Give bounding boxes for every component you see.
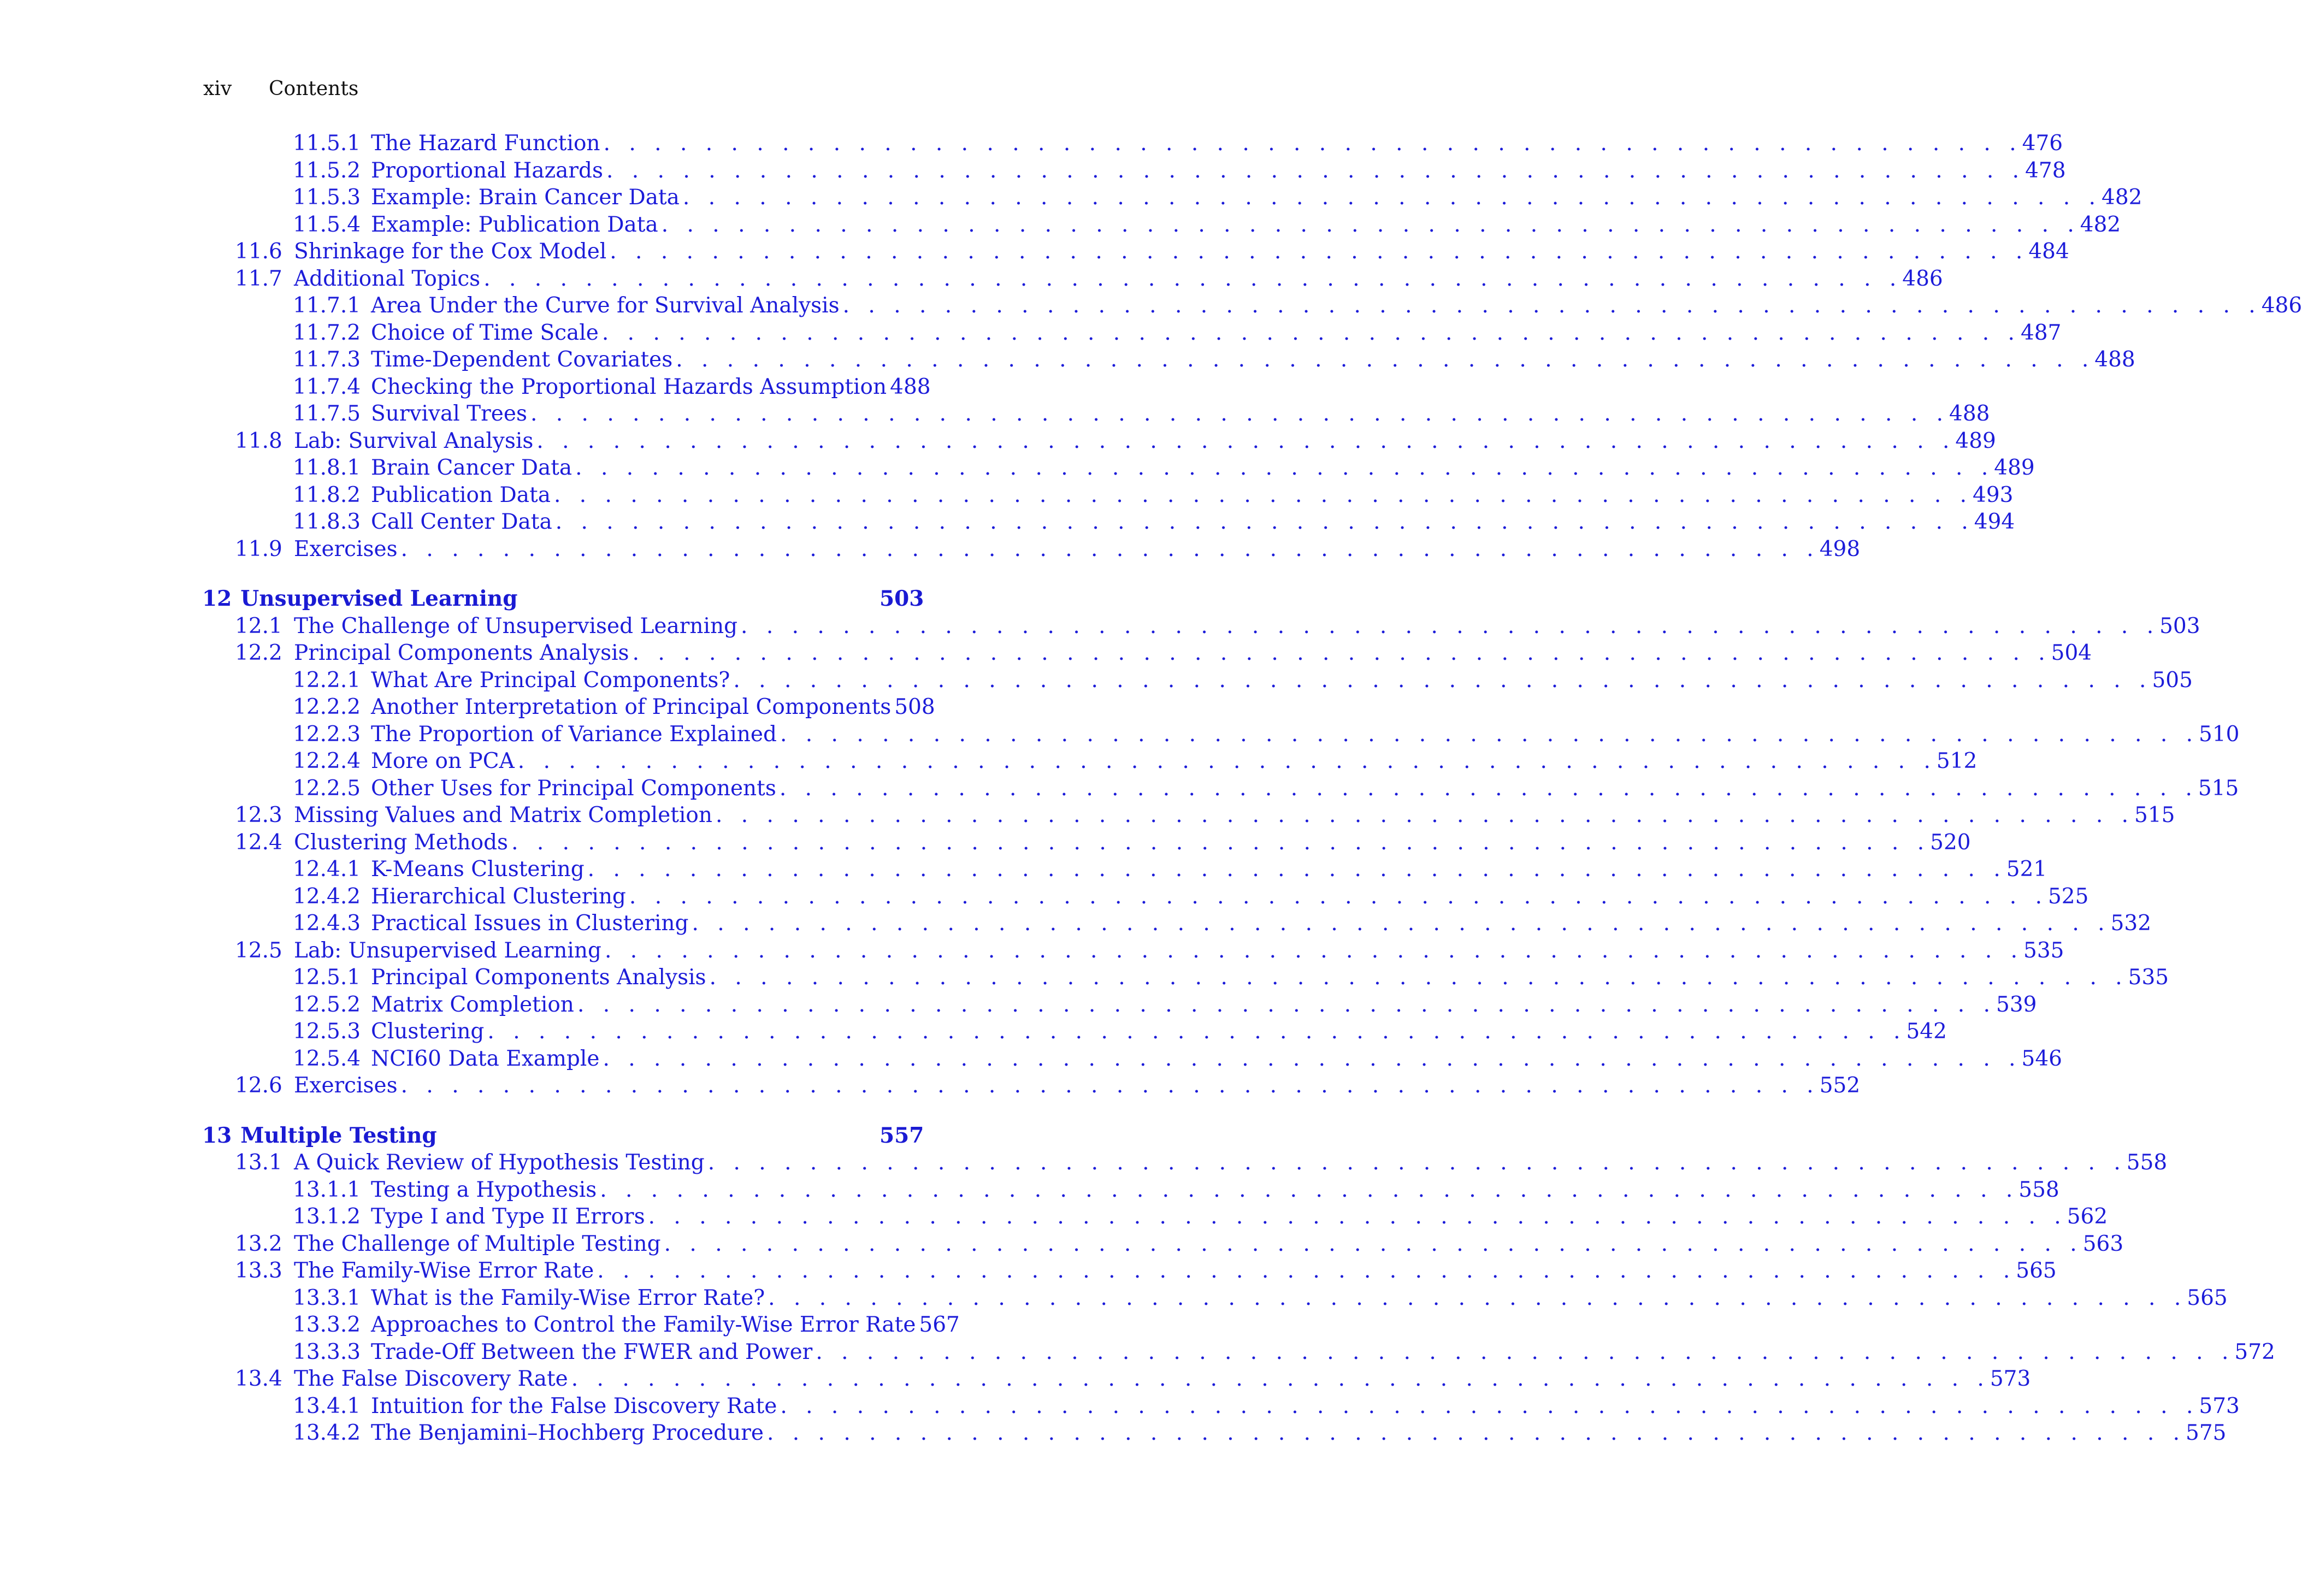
entry-page-number[interactable]: 572 [2234,1339,2275,1364]
dot-leader: . . . . . . . . . . . . . . . . . . . . . . . . . . . . . . . . . . . . . . . . . . . . . . . . . . . . . . . . [400,1073,1820,1098]
entry-page-number[interactable]: 539 [1996,992,2037,1017]
entry-number: 12.4 [235,830,282,855]
dot-leader: . . . . . . . . . . . . . . . . . . . . . . . . . . . . . . . . . . . . . . . . . . . . . . . . . . . . . . . . [661,212,2080,237]
toc-entry-subsection[interactable] [202,374,931,401]
entry-page-number[interactable]: 557 [880,1122,924,1148]
toc-entry-section[interactable] [202,428,1996,455]
entry-title[interactable]: Multiple Testing [240,1122,437,1148]
table-of-contents [202,130,2302,1447]
entry-number: 12.2.3 [293,722,361,747]
entry-page-number[interactable]: 565 [2187,1285,2228,1310]
entry-number: 12.5.2 [293,992,361,1017]
toc-entry-subsection[interactable] [202,211,2121,239]
entry-title[interactable]: The Challenge of Multiple Testing [294,1231,661,1256]
entry-page-number[interactable]: 487 [2020,320,2062,345]
toc-entry-subsection[interactable] [202,1420,2227,1447]
entry-title[interactable]: More on PCA [371,749,515,773]
entry-number: 12 [202,586,232,611]
dot-leader: . . . . . . . . . . . . . . . . . . . . . . . . . . . . . . . . . . . . . . . . . . . . . . . . . . . . . . . . [682,185,2102,210]
toc-entry-section[interactable] [202,640,2092,667]
entry-number: 13.2 [235,1231,282,1256]
entry-title[interactable]: Brain Cancer Data [371,456,572,480]
entry-page-number[interactable]: 489 [1955,428,1996,453]
entry-page-number[interactable]: 484 [2028,239,2069,264]
entry-page-number[interactable]: 489 [1994,456,2035,480]
dot-leader: . . . . . . . . . . . . . . . . . . . . . . . . . . . . . . . . . . . . . . . . . . . . . . . . . . . . . . . . [676,347,2095,372]
dot-leader: . . . . . . . . . . . . . . . . . . . . . . . . . . . . . . . . . . . . . . . . . . . . . . . . . . . . . . . . [610,239,2029,264]
dot-leader: . . . . . . . . . . . . . . . . . . . . . . . . . . . . . . . . . . . . . . . . . . . . . . . . . . . . . . . . [604,938,2024,963]
entry-title[interactable]: Clustering Methods [294,830,509,855]
entry-page-number[interactable]: 546 [2021,1046,2062,1071]
entry-page-number[interactable]: 558 [2018,1177,2059,1202]
entry-number: 11.5.2 [293,158,361,183]
dot-leader: . . . . . . . . . . . . . . . . . . . . . . . . . . . . . . . . . . . . . . . . . . . . . . . . . . . . . . . . [709,965,2128,990]
entry-page-number[interactable]: 482 [2102,185,2142,210]
toc-entry-subsection[interactable] [202,910,2152,937]
dot-leader: . . . . . . . . . . . . . . . . . . . . . . . . . . . . . . . . . . . . . . . . . . . . . . . . . . . . . . . . [664,1231,2083,1256]
entry-number: 12.2 [235,641,282,665]
entry-page-number[interactable]: 563 [2082,1231,2124,1256]
entry-title[interactable]: Call Center Data [371,510,552,534]
entry-page-number[interactable]: 521 [2006,857,2047,882]
entry-title[interactable]: Intuition for the False Discovery Rate [371,1393,777,1418]
dot-leader: . . . . . . . . . . . . . . . . . . . . . . . . . . . . . . . . . . . . . . . . . . . . . . . . . . . . . . . . [780,722,2199,747]
toc-entry-subsection[interactable] [202,694,935,721]
entry-number: 12.5 [235,938,282,963]
entry-title[interactable]: The Benjamini–Hochberg Procedure [371,1421,764,1445]
dot-leader: . . . . . . . . . . . . . . . . . . . . . . . . . . . . . . . . . . . . . . . . . . . . . . . . . . . . . . . . [779,776,2198,801]
entry-page-number[interactable]: 503 [880,586,924,611]
entry-page-number[interactable]: 562 [2067,1204,2108,1229]
toc-entry-section[interactable] [202,1231,2124,1258]
toc-entry-subsection[interactable] [202,883,2089,911]
toc-entry-subsection[interactable] [202,1285,2228,1312]
entry-number: 13.3.1 [293,1285,361,1310]
entry-page-number[interactable]: 508 [894,695,935,719]
toc-entry-subsection[interactable] [202,509,2015,536]
entry-page-number[interactable]: 552 [1819,1073,1861,1098]
entry-page-number[interactable]: 573 [2199,1393,2240,1418]
entry-number: 11.9 [235,536,282,561]
entry-number: 12.2.1 [293,667,361,693]
entry-title[interactable]: Example: Publication Data [371,212,658,237]
entry-number: 11.8.1 [293,456,361,480]
entry-title[interactable]: Unsupervised Learning [240,586,518,611]
entry-page-number[interactable]: 486 [2261,293,2302,318]
entry-number: 13.1.2 [293,1204,361,1229]
dot-leader: . . . . . . . . . . . . . . . . . . . . . . . . . . . . . . . . . . . . . . . . . . . . . . . . . . . . . . . . [629,884,2048,909]
toc-entry-subsection[interactable] [202,748,1978,775]
toc-entry-subsection[interactable] [202,400,1990,428]
entry-title[interactable]: What is the Family-Wise Error Rate? [371,1285,765,1310]
dot-leader: . . . . . . . . . . . . . . . . . . . . . . . . . . . . . . . . . . . . . . . . . . . . . . . . . . . . . . . . [606,158,2026,183]
dot-leader: . . . . . . . . . . . . . . . . . . . . . . . . . . . . . . . . . . . . . . . . . . . . . . . . . . . . . . . . [577,992,1997,1017]
entry-title[interactable]: Practical Issues in Clustering [371,911,689,936]
entry-title[interactable]: Choice of Time Scale [371,320,599,345]
entry-number: 11.5.4 [293,212,361,237]
entry-page-number[interactable]: 520 [1930,830,1971,855]
entry-page-number[interactable]: 486 [1902,266,1943,291]
entry-page-number[interactable]: 567 [919,1313,960,1337]
entry-number: 13.3.2 [293,1313,361,1337]
entry-title[interactable]: Publication Data [371,482,551,507]
entry-title[interactable]: Principal Components Analysis [294,641,629,665]
entry-number: 11.7 [235,266,282,291]
entry-title[interactable]: Additional Topics [294,266,481,291]
dot-leader: . . . . . . . . . . . . . . . . . . . . . . . . . . . . . . . . . . . . . . . . . . . . . . . . . . . . . . . . [715,803,2135,827]
entry-title[interactable]: The Family-Wise Error Rate [294,1258,594,1283]
dot-leader: . . . . . . . . . . . . . . . . . . . . . . . . . . . . . . . . . . . . . . . . . . . . . . . . . . . . . . . . [575,456,1994,480]
dot-leader: . . . . . . . . . . . . . . . . . . . . . . . . . . . . . . . . . . . . . . . . . . . . . . . . . . . . . . . . [648,1204,2067,1229]
entry-number: 12.2.2 [293,695,361,719]
entry-number: 13.4.1 [293,1393,361,1418]
entry-title[interactable]: Type I and Type II Errors [371,1204,645,1229]
toc-entry-subsection[interactable] [202,721,2240,748]
entry-number: 11.5.1 [293,131,361,156]
entry-number: 11.7.1 [293,293,361,318]
entry-number: 13 [202,1122,232,1148]
entry-number: 12.3 [235,803,282,827]
entry-title[interactable]: Checking the Proportional Hazards Assumption [371,374,887,399]
entry-title[interactable]: NCI60 Data Example [371,1046,600,1071]
toc-entry-subsection[interactable] [202,775,2239,802]
entry-title[interactable]: Approaches to Control the Family-Wise Error Rate [371,1313,916,1337]
dot-leader: . . . . . . . . . . . . . . . . . . . . . . . . . . . . . . . . . . . . . . . . . . . . . . . . . . . . . . . . [553,482,1973,507]
entry-page-number[interactable]: 503 [2159,613,2200,639]
entry-title[interactable]: A Quick Review of Hypothesis Testing [294,1150,705,1175]
toc-entry-subsection[interactable] [202,1339,2275,1366]
running-header [203,77,358,101]
dot-leader: . . . . . . . . . . . . . . . . . . . . . . . . . . . . . . . . . . . . . . . . . . . . . . . . . . . . . . . . [517,749,1937,773]
entry-title[interactable]: The Challenge of Unsupervised Learning [294,613,738,639]
dot-leader: . . . . . . . . . . . . . . . . . . . . . . . . . . . . . . . . . . . . . . . . . . . . . . . . . . . . . . . . [587,857,2006,882]
toc-entry-section[interactable] [202,536,1861,563]
toc-entry-subsection[interactable] [202,1045,2062,1073]
entry-number: 12.2.4 [293,749,361,773]
entry-number: 12.4.3 [293,911,361,936]
entry-number: 12.5.1 [293,965,361,990]
entry-title[interactable]: K-Means Clustering [371,857,585,882]
dot-leader: . . . . . . . . . . . . . . . . . . . . . . . . . . . . . . . . . . . . . . . . . . . . . . . . . . . . . . . . [400,536,1820,561]
entry-page-number[interactable]: 565 [2016,1258,2057,1283]
dot-leader: . . . . . . . . . . . . . . . . . . . . . . . . . . . . . . . . . . . . . . . . . . . . . . . . . . . . . . . . [741,613,2160,639]
toc-entry-subsection[interactable] [202,667,2193,694]
toc-entry-section[interactable] [202,265,1943,293]
dot-leader: . . . . . . . . . . . . . . . . . . . . . . . . . . . . . . . . . . . . . . . . . . . . . . . . . . . . . . . . [816,1339,2235,1364]
entry-title[interactable]: Testing a Hypothesis [371,1177,597,1202]
dot-leader: . . . . . . . . . . . . . . . . . . . . . . . . . . . . . . . . . . . . . . . . . . . . . . . . . . . . . . . . [530,401,1950,426]
dot-leader: . . . . . . . . . . . . . . . . . . . . . . . . . . . . . . . . . . . . . . . . . . . . . . . . . . . . . . . . [571,1367,1990,1391]
entry-page-number[interactable]: 498 [1819,536,1861,561]
toc-entry-section[interactable] [202,613,2200,640]
toc-entry-section[interactable] [202,1366,2031,1393]
entry-page-number[interactable]: 573 [1990,1367,2031,1391]
entry-title[interactable]: Exercises [294,1073,398,1098]
entry-number: 13.3.3 [293,1339,361,1364]
dot-leader: . . . . . . . . . . . . . . . . . . . . . . . . . . . . . . . . . . . . . . . . . . . . . . . . . . . . . . . . [842,293,2262,318]
entry-page-number[interactable]: 575 [2186,1421,2227,1445]
toc-entry-section[interactable] [202,937,2064,965]
toc-entry-subsection[interactable] [202,1177,2059,1204]
entry-page-number[interactable]: 512 [1936,749,1978,773]
dot-leader: . . . . . . . . . . . . . . . . . . . . . . . . . . . . . . . . . . . . . . . . . . . . . . . . . . . . . . . . [766,1421,2186,1445]
entry-number: 13.4 [235,1367,282,1391]
entry-number: 12.5.3 [293,1019,361,1044]
entry-page-number[interactable]: 504 [2051,641,2092,665]
entry-page-number[interactable]: 478 [2025,158,2066,183]
entry-number: 11.6 [235,239,282,264]
toc-entry-subsection[interactable] [202,1203,2108,1231]
dot-leader: . . . . . . . . . . . . . . . . . . . . . . . . . . . . . . . . . . . . . . . . . . . . . . . . . . . . . . . . [603,1046,2022,1071]
toc-entry-subsection[interactable] [202,1018,1947,1045]
toc-entry-subsection[interactable] [202,856,2047,883]
entry-number: 11.7.5 [293,401,361,426]
entry-title[interactable]: Matrix Completion [371,992,574,1017]
entry-number: 13.3 [235,1258,282,1283]
toc-entry-chapter[interactable] [202,1122,924,1150]
toc-entry-subsection[interactable] [202,184,2142,211]
entry-number: 11.8.3 [293,510,361,534]
dot-leader: . . . . . . . . . . . . . . . . . . . . . . . . . . . . . . . . . . . . . . . . . . . . . . . . . . . . . . . . [600,1177,2019,1202]
toc-entry-subsection[interactable] [202,130,2063,157]
entry-number: 11.5.3 [293,185,361,210]
toc-entry-section[interactable] [202,238,2069,265]
entry-title[interactable]: Survival Trees [371,401,527,426]
dot-leader: . . . . . . . . . . . . . . . . . . . . . . . . . . . . . . . . . . . . . . . . . . . . . . . . . . . . . . . . [597,1258,2016,1283]
entry-number: 11.8.2 [293,482,361,507]
entry-number: 12.5.4 [293,1046,361,1071]
toc-entry-section[interactable] [202,802,2175,829]
entry-number: 12.1 [235,613,282,639]
toc-entry-subsection[interactable] [202,482,2014,509]
entry-page-number[interactable]: 488 [2094,347,2135,372]
toc-entry-section[interactable] [202,1072,1861,1100]
toc-entry-subsection[interactable] [202,991,2037,1019]
entry-page-number[interactable]: 494 [1974,510,2015,534]
entry-number: 11.7.4 [293,374,361,399]
dot-leader: . . . . . . . . . . . . . . . . . . . . . . . . . . . . . . . . . . . . . . . . . . . . . . . . . . . . . . . . [780,1393,2199,1418]
entry-title[interactable]: Time-Dependent Covariates [371,347,673,372]
entry-page-number[interactable]: 525 [2047,884,2089,909]
dot-leader: . . . . . . . . . . . . . . . . . . . . . . . . . . . . . . . . . . . . . . . . . . . . . . . . . . . . . . . . [707,1150,2127,1175]
entry-title[interactable]: What Are Principal Components? [371,667,730,693]
dot-leader: . . . . . . . . . . . . . . . . . . . . . . . . . . . . . . . . . . . . . . . . . . . . . . . . . . . . . . . . [692,911,2111,936]
dot-leader: . . . . . . . . . . . . . . . . . . . . . . . . . . . . . . . . . . . . . . . . . . . . . . . . . . . . . . . . [768,1285,2187,1310]
dot-leader: . . . . . . . . . . . . . . . . . . . . . . . . . . . . . . . . . . . . . . . . . . . . . . . . . . . . . . . . [483,266,1903,291]
entry-number: 11.7.3 [293,347,361,372]
toc-entry-subsection[interactable] [202,346,2135,374]
entry-number: 12.4.1 [293,857,361,882]
entry-title[interactable]: The Proportion of Variance Explained [371,722,777,747]
entry-title[interactable]: Shrinkage for the Cox Model [294,239,607,264]
dot-leader: . . . . . . . . . . . . . . . . . . . . . . . . . . . . . . . . . . . . . . . . . . . . . . . . . . . . . . . . [487,1019,1906,1044]
toc-entry-subsection[interactable] [202,1311,960,1339]
entry-number: 11.8 [235,428,282,453]
entry-page-number[interactable]: 532 [2110,911,2152,936]
toc-entry-section[interactable] [202,1257,2057,1285]
entry-page-number[interactable]: 505 [2152,667,2193,693]
entry-number: 11.7.2 [293,320,361,345]
entry-page-number[interactable]: 515 [2134,803,2175,827]
entry-page-number[interactable]: 488 [1949,401,1990,426]
entry-title[interactable]: Lab: Survival Analysis [294,428,534,453]
page-number: xiv [203,78,232,100]
entry-title[interactable]: Lab: Unsupervised Learning [294,938,601,963]
entry-number: 13.4.2 [293,1421,361,1445]
entry-title[interactable]: Example: Brain Cancer Data [371,185,680,210]
dot-leader: . . . . . . . . . . . . . . . . . . . . . . . . . . . . . . . . . . . . . . . . . . . . . . . . . . . . . . . . [536,428,1956,453]
entry-title[interactable]: The False Discovery Rate [294,1367,568,1391]
toc-entry-subsection[interactable] [202,964,2169,991]
entry-number: 13.1 [235,1150,282,1175]
entry-number: 12.2.5 [293,776,361,801]
entry-title[interactable]: Principal Components Analysis [371,965,706,990]
dot-leader: . . . . . . . . . . . . . . . . . . . . . . . . . . . . . . . . . . . . . . . . . . . . . . . . . . . . . . . . [601,320,2021,345]
entry-page-number[interactable]: 535 [2128,965,2169,990]
dot-leader: . . . . . . . . . . . . . . . . . . . . . . . . . . . . . . . . . . . . . . . . . . . . . . . . . . . . . . . . [603,131,2022,156]
dot-leader: . . . . . . . . . . . . . . . . . . . . . . . . . . . . . . . . . . . . . . . . . . . . . . . . . . . . . . . . [555,510,1974,534]
entry-page-number[interactable]: 476 [2022,131,2063,156]
toc-entry-chapter[interactable] [202,586,924,613]
entry-page-number[interactable]: 542 [1906,1019,1947,1044]
toc-entry-subsection[interactable] [202,320,2062,347]
entry-page-number[interactable]: 558 [2126,1150,2168,1175]
entry-title[interactable]: Area Under the Curve for Survival Analysis [371,293,840,318]
running-title: Contents [269,78,359,100]
entry-page-number[interactable]: 510 [2199,722,2240,747]
entry-title[interactable]: Trade-Off Between the FWER and Power [371,1339,813,1364]
entry-title[interactable]: Another Interpretation of Principal Components [371,695,892,719]
entry-title[interactable]: Hierarchical Clustering [371,884,626,909]
toc-entry-subsection[interactable] [202,454,2035,482]
toc-entry-section[interactable] [202,829,1971,856]
entry-page-number[interactable]: 493 [1973,482,2014,507]
toc-entry-subsection[interactable] [202,157,2066,185]
dot-leader: . . . . . . . . . . . . . . . . . . . . . . . . . . . . . . . . . . . . . . . . . . . . . . . . . . . . . . . . [632,641,2051,665]
entry-page-number[interactable]: 515 [2198,776,2239,801]
entry-page-number[interactable]: 488 [890,374,931,399]
dot-leader: . . . . . . . . . . . . . . . . . . . . . . . . . . . . . . . . . . . . . . . . . . . . . . . . . . . . . . . . [511,830,1931,855]
entry-title[interactable]: Exercises [294,536,398,561]
entry-title[interactable]: Clustering [371,1019,485,1044]
toc-entry-section[interactable] [202,1149,2168,1177]
toc-entry-subsection[interactable] [202,1393,2240,1420]
entry-page-number[interactable]: 482 [2080,212,2121,237]
dot-leader: . . . . . . . . . . . . . . . . . . . . . . . . . . . . . . . . . . . . . . . . . . . . . . . . . . . . . . . . [733,667,2152,693]
entry-title[interactable]: Proportional Hazards [371,158,604,183]
entry-number: 13.1.1 [293,1177,361,1202]
entry-title[interactable]: The Hazard Function [371,131,600,156]
entry-number: 12.6 [235,1073,282,1098]
entry-number: 12.4.2 [293,884,361,909]
toc-entry-subsection[interactable] [202,292,2302,320]
entry-title[interactable]: Other Uses for Principal Components [371,776,776,801]
entry-title[interactable]: Missing Values and Matrix Completion [294,803,712,827]
entry-page-number[interactable]: 535 [2023,938,2064,963]
